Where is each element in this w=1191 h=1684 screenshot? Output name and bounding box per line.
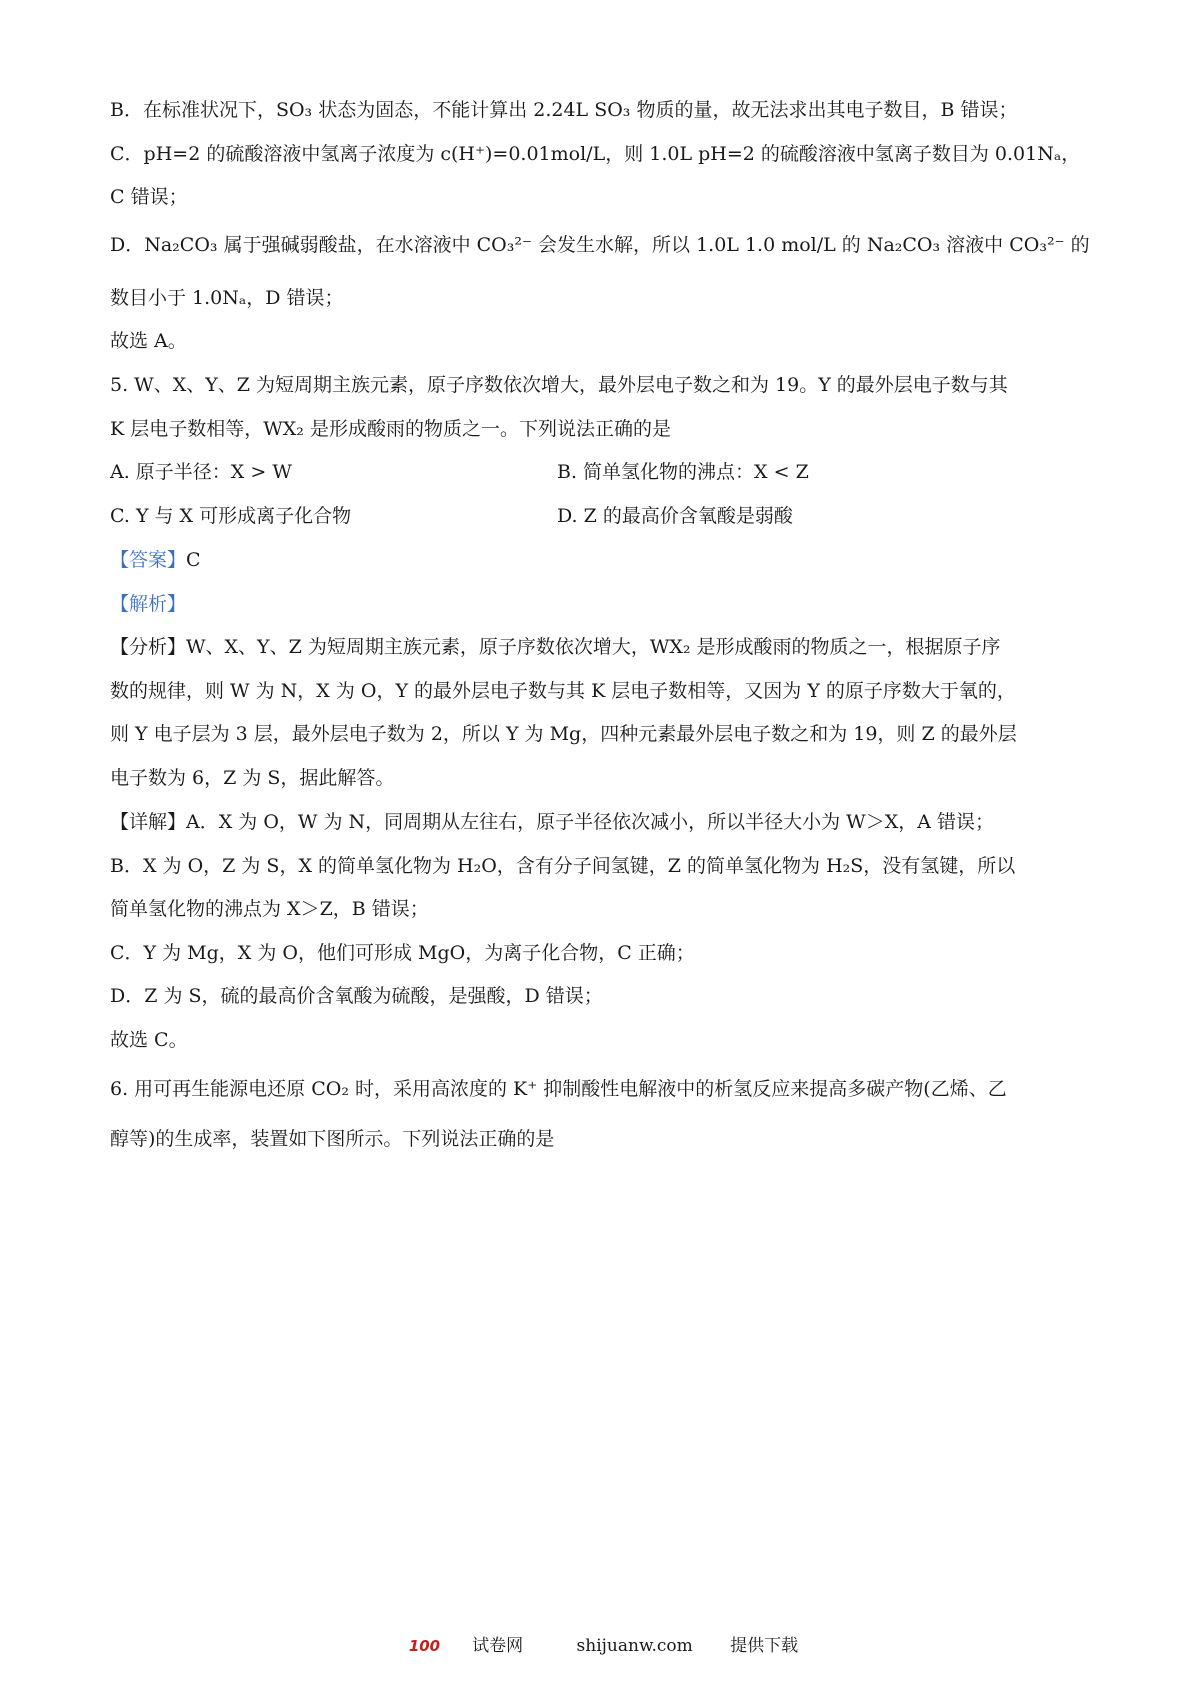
analysis-tag: 【解析】 <box>110 593 187 615</box>
q5-analysis-line2: 数的规律，则 W 为 N，X 为 O，Y 的最外层电子数与其 K 层电子数相等，又因为 Y 的原子序数大于氧的， <box>110 680 1016 702</box>
q4-option-d-explanation-line1: D．Na₂CO₃ 属于强碱弱酸盐，在水溶液中 CO₃²⁻ 会发生水解，所以 1.0L 1.0 mol/L 的 Na₂CO₃ 溶液中 CO₃²⁻ 的 <box>110 234 1090 256</box>
site-logo <box>393 1636 539 1656</box>
q5-detail-line1: 【详解】A．X 为 O，W 为 N，同周期从左往右，原子半径依次减小，所以半径大小为 W＞X，A 错误； <box>110 811 994 833</box>
q5-detail-line2: B．X 为 O，Z 为 S，X 的简单氢化物为 H₂O，含有分子间氢键，Z 的简单氢化物为 H₂S，没有氢键，所以 <box>110 855 1016 877</box>
q5-option-a: A. 原子半径：X > W <box>110 461 292 483</box>
q5-detail-line5: D．Z 为 S，硫的最高价含氧酸为硫酸，是强酸，D 错误； <box>110 985 603 1007</box>
q5-answer <box>110 547 201 573</box>
answer-value: C <box>186 549 201 571</box>
answer-tag: 【答案】 <box>110 549 187 571</box>
q4-option-d-explanation-line2: 数目小于 1.0Nₐ，D 错误； <box>110 287 344 309</box>
q4-option-c-explanation-line1: C．pH=2 的硫酸溶液中氢离子浓度为 c(H⁺)=0.01mol/L，则 1.0L pH=2 的硫酸溶液中氢离子数目为 0.01Nₐ， <box>110 143 1081 165</box>
q5-conclusion: 故选 C。 <box>110 1029 188 1051</box>
q4-option-c-explanation-line2: C 错误； <box>110 186 188 208</box>
q6-stem-line1: 6. 用可再生能源电还原 CO₂ 时，采用高浓度的 K⁺ 抑制酸性电解液中的析氢反应来提高多碳产物(乙烯、乙 <box>110 1078 1007 1100</box>
page-footer <box>0 1631 1191 1656</box>
q5-stem-line1: 5. W、X、Y、Z 为短周期主族元素，原子序数依次增大，最外层电子数之和为 19。Y 的最外层电子数与其 <box>110 374 1008 396</box>
q5-option-b: B. 简单氢化物的沸点：X < Z <box>557 461 809 483</box>
q6-stem-line2: 醇等)的生成率，装置如下图所示。下列说法正确的是 <box>110 1128 555 1150</box>
q5-analysis-line4: 电子数为 6，Z 为 S，据此解答。 <box>110 767 395 789</box>
q4-conclusion: 故选 A。 <box>110 330 187 352</box>
q5-option-c: C. Y 与 X 可形成离子化合物 <box>110 505 352 527</box>
q5-analysis-line1: 【分析】W、X、Y、Z 为短周期主族元素，原子序数依次增大，WX₂ 是形成酸雨的物质之一，根据原子序 <box>110 636 1001 658</box>
logo-mark: 100 <box>408 1637 441 1655</box>
download-note: 提供下载 <box>730 1636 799 1656</box>
site-url[interactable]: shijuanw.com <box>576 1636 693 1656</box>
q5-analysis-line3: 则 Y 电子层为 3 层，最外层电子数为 2，所以 Y 为 Mg，四种元素最外层电子数之和为 19，则 Z 的最外层 <box>110 723 1017 745</box>
q4-option-b-explanation: B．在标准状况下，SO₃ 状态为固态，不能计算出 2.24L SO₃ 物质的量，故无法求出其电子数目，B 错误； <box>110 99 1018 121</box>
q5-detail-line3: 简单氢化物的沸点为 X＞Z，B 错误； <box>110 898 429 920</box>
q5-stem-line2: K 层电子数相等，WX₂ 是形成酸雨的物质之一。下列说法正确的是 <box>110 418 671 440</box>
site-name: 试卷网 <box>472 1636 524 1656</box>
q5-detail-line4: C．Y 为 Mg，X 为 O，他们可形成 MgO，为离子化合物，C 正确； <box>110 942 695 964</box>
q5-option-d: D. Z 的最高价含氧酸是弱酸 <box>557 505 793 527</box>
